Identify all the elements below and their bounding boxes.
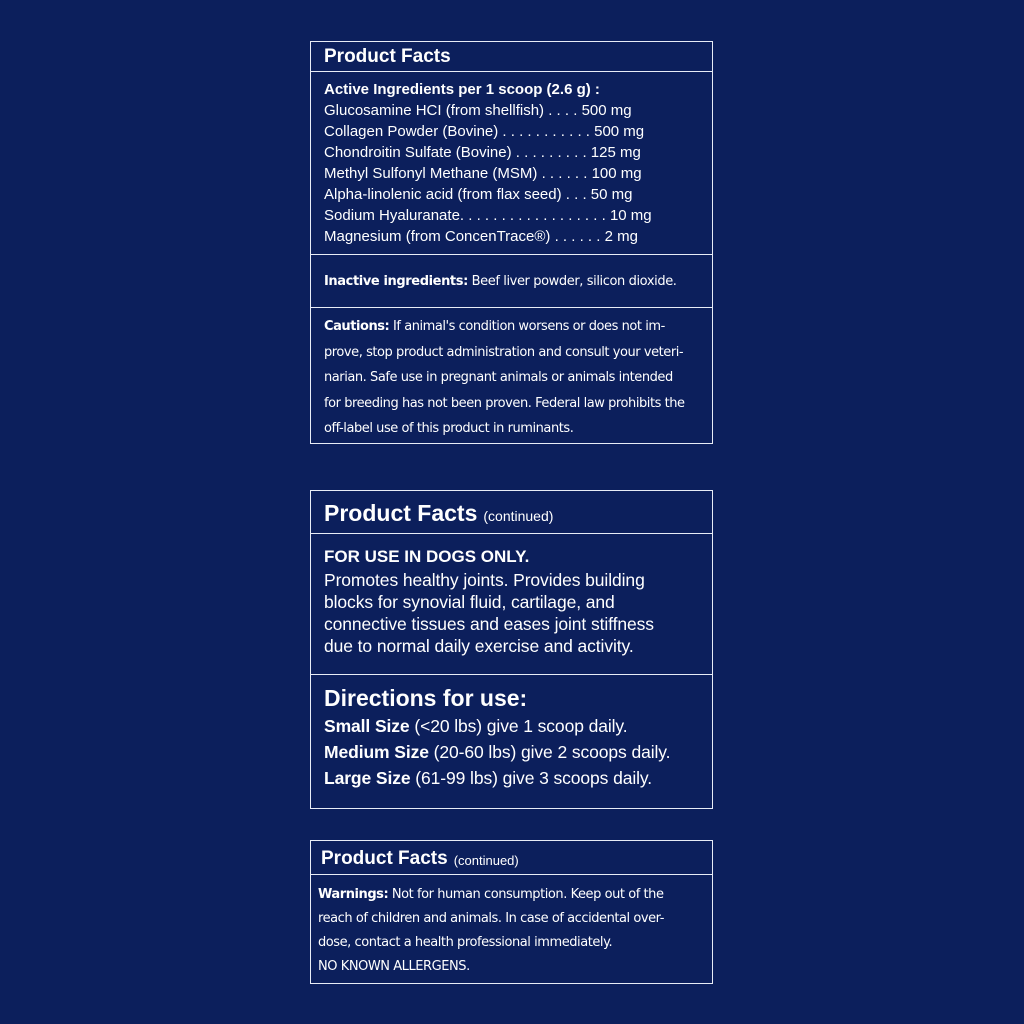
warnings-line: dose, contact a health professional immediately. (318, 935, 613, 950)
use-line: Promotes healthy joints. Provides building (324, 570, 645, 590)
panel-title: Product Facts (324, 500, 478, 526)
active-ingredients-title: Active Ingredients per 1 scoop (2.6 g) : (324, 81, 600, 98)
directions-section (311, 675, 712, 791)
cautions-line: narian. Safe use in pregnant animals or animals intended (324, 370, 673, 385)
product-facts-panel-1 (310, 41, 713, 444)
direction-label: Medium Size (324, 742, 429, 762)
cautions-line: off-label use of this product in ruminants. (324, 421, 574, 436)
ingredient-row: Alpha-linolenic acid (from flax seed) . . . 50 mg (324, 186, 633, 203)
cautions-line: for breeding has not been proven. Federal law prohibits the (324, 395, 685, 411)
warnings-label: Warnings: (318, 887, 389, 902)
panel-subtitle: (continued) (453, 853, 519, 868)
use-line: due to normal daily exercise and activity. (324, 636, 634, 656)
direction-row (324, 713, 712, 739)
direction-text: (61-99 lbs) give 3 scoops daily. (410, 768, 653, 788)
ingredient-row: Collagen Powder (Bovine) . . . . . . . . . . . 500 mg (324, 123, 645, 140)
product-facts-panel-2 (310, 490, 713, 809)
panel-title: Product Facts (311, 42, 712, 72)
use-line: blocks for synovial fluid, cartilage, and (324, 592, 615, 612)
cautions-line: If animal's condition worsens or does not im- (389, 319, 665, 334)
direction-label: Small Size (324, 716, 410, 736)
product-facts-panel-3 (310, 840, 713, 984)
warnings-line: Not for human consumption. Keep out of the (388, 887, 664, 902)
panel-header (311, 491, 712, 534)
panel-subtitle: (continued) (483, 508, 554, 524)
allergens-note: NO KNOWN ALLERGENS. (318, 959, 470, 974)
direction-row (324, 739, 712, 765)
ingredient-row: Magnesium (from ConcenTrace®) . . . . . . 2 mg (324, 228, 638, 245)
direction-text: (20-60 lbs) give 2 scoops daily. (428, 742, 671, 762)
use-title: FOR USE IN DOGS ONLY. (324, 547, 530, 566)
direction-row (324, 765, 712, 791)
ingredient-row: Sodium Hyaluranate. . . . . . . . . . . . . . . . . . 10 mg (324, 207, 652, 224)
warnings-line: reach of children and animals. In case of accidental over- (318, 911, 664, 926)
active-ingredients-section (311, 72, 712, 255)
panel-title: Product Facts (321, 848, 448, 869)
cautions-line: prove, stop product administration and consult your veteri- (324, 344, 684, 360)
use-section (311, 534, 712, 675)
cautions-section (311, 308, 712, 442)
direction-text: (<20 lbs) give 1 scoop daily. (409, 716, 628, 736)
direction-label: Large Size (324, 768, 411, 788)
use-line: connective tissues and eases joint stiffness (324, 614, 654, 634)
ingredient-row: Chondroitin Sulfate (Bovine) . . . . . . . . . 125 mg (324, 144, 641, 161)
panel-header (311, 841, 712, 875)
ingredient-row: Glucosamine HCI (from shellfish) . . . . 500 mg (324, 102, 632, 119)
inactive-label: Inactive ingredients: (324, 273, 468, 289)
directions-title: Directions for use: (324, 685, 528, 711)
inactive-text: Beef liver powder, silicon dioxide. (467, 273, 677, 289)
cautions-label: Cautions: (324, 319, 390, 334)
ingredient-row: Methyl Sulfonyl Methane (MSM) . . . . . . 100 mg (324, 165, 642, 182)
inactive-ingredients-section (311, 255, 712, 308)
warnings-section (311, 875, 712, 979)
